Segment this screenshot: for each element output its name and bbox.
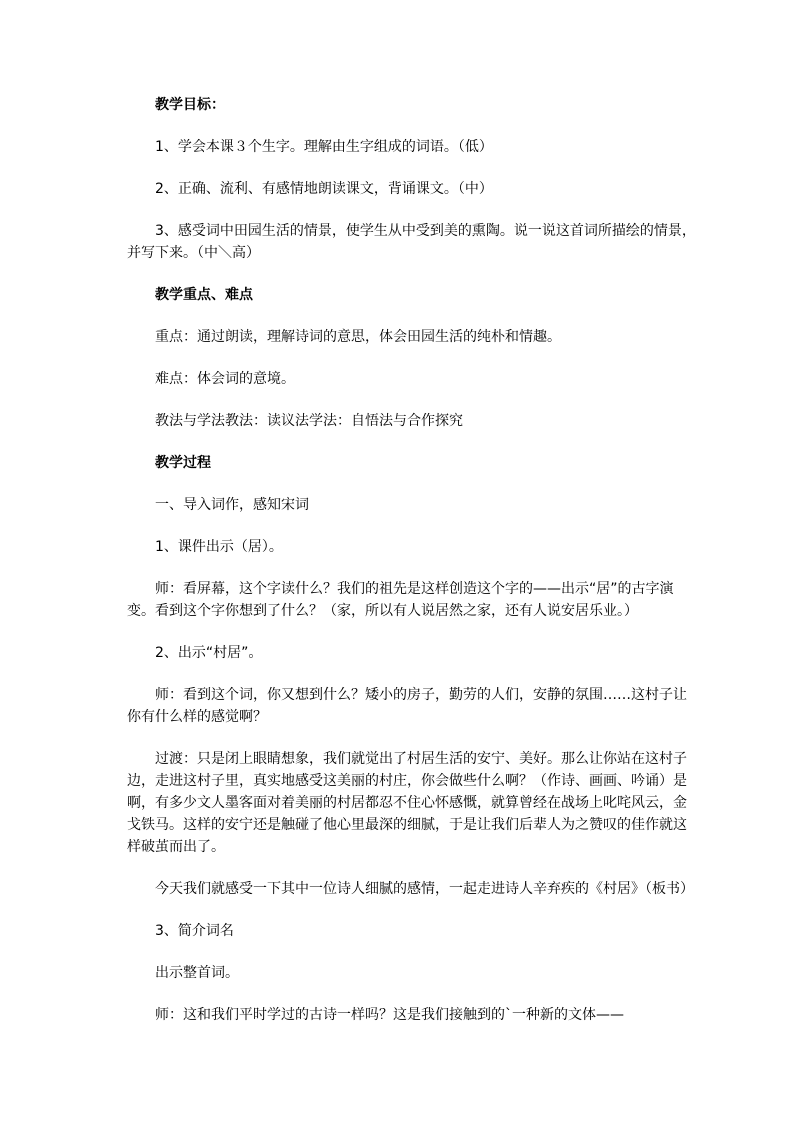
transition-paragraph: 过渡：只是闭上眼睛想象，我们就觉出了村居生活的安宁、美好。那么让你站在这村子边，走进这村子里，真实地感受这美丽的村庄，你会做些什么啊？（作诗、画画、吟诵）是啊，有多少文人墨客面对着美丽的村居都忍不住心怀感慨，就算曾经在战场上叱咤风云，金戈铁马。这样的安宁还是触碰了他心里最深的细腻，于是让我们后辈人为之赞叹的佳作就这样破茧而出了。 (127, 751, 687, 855)
difficulty-text: 难点：体会词的意境。 (155, 371, 295, 387)
today-paragraph: 今天我们就感受一下其中一位诗人细腻的感情，一起走进诗人辛弃疾的《村居》（板书） (155, 881, 694, 897)
step-1-text: 1、课件出示（居）。 (155, 539, 283, 555)
objectives-heading: 教学目标： (155, 97, 225, 113)
step-2-text: 2、出示“村居”。 (155, 645, 263, 661)
teacher-paragraph-1: 师：看屏幕，这个字读什么？我们的祖先是这样创造这个字的——出示“居”的古字演变。看到这个字你想到了什么？（家，所以有人说居然之家，还有人说安居乐业。） (127, 581, 674, 619)
methods-text: 教法与学法教法：读议法学法：自悟法与合作探究 (155, 413, 463, 429)
objective-item-1: 1、学会本课３个生字。理解由生字组成的词语。（低） (155, 139, 493, 155)
process-heading: 教学过程 (155, 455, 211, 471)
keypoints-heading: 教学重点、难点 (155, 287, 253, 303)
objective-item-2: 2、正确、流利、有感情地朗读课文，背诵课文。（中） (155, 181, 493, 197)
document-body (127, 94, 697, 1026)
teacher-paragraph-2: 师：看到这个词，你又想到什么？矮小的房子，勤劳的人们，安静的氛围……这村子让你有什么样的感觉啊？ (127, 687, 687, 725)
keypoint-text: 重点：通过朗读，理解诗词的意思，体会田园生活的纯朴和情趣。 (155, 329, 561, 345)
objective-item-3: 3、感受词中田园生活的情景，使学生从中受到美的熏陶。说一说这首词所描绘的情景，并写下来。（中＼高） (127, 223, 696, 261)
section-1-heading: 一、导入词作，感知宋词 (155, 497, 309, 513)
teacher-paragraph-3: 师：这和我们平时学过的古诗一样吗？这是我们接触到的`一种新的文体—— (155, 1007, 624, 1023)
show-poem-text: 出示整首词。 (155, 965, 239, 981)
step-3-text: 3、简介词名 (155, 923, 234, 939)
